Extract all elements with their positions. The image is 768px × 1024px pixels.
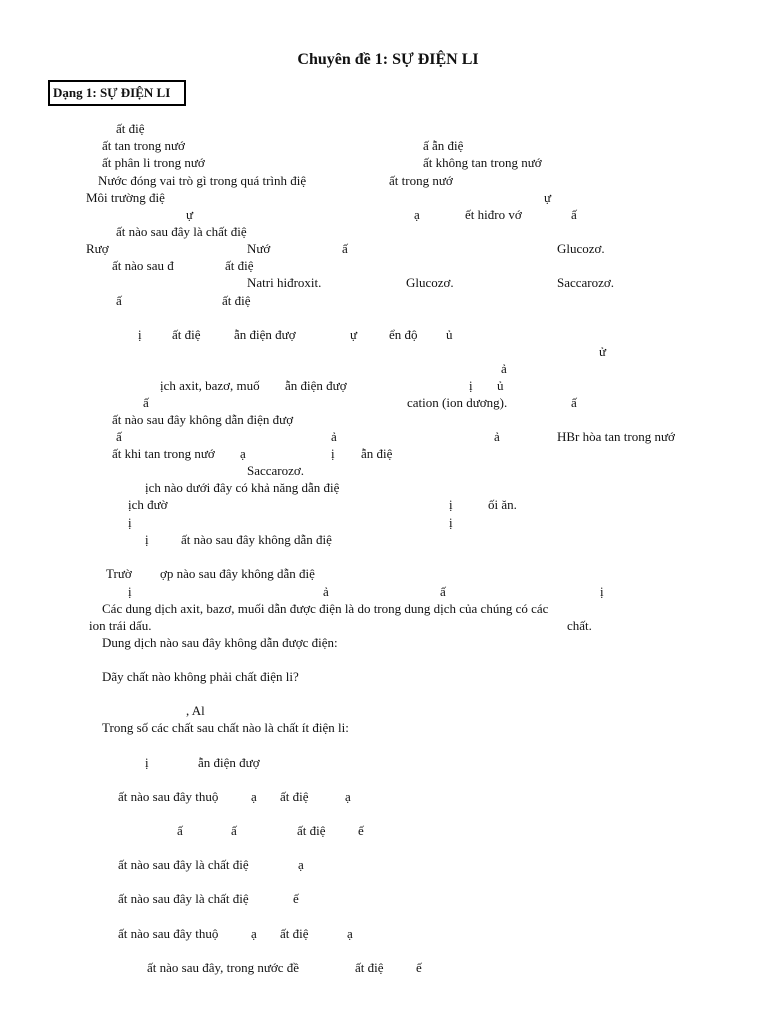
text-fragment: HBr hòa tan trong nướ <box>557 429 675 444</box>
text-fragment: ự <box>544 190 552 205</box>
text-fragment: ất điệ <box>116 121 145 136</box>
text-fragment: ả <box>494 429 500 444</box>
text-fragment: ủ <box>446 327 453 342</box>
text-fragment: Các dung dịch axit, bazơ, muối dẫn được điện là do trong dung dịch của chúng có các <box>102 601 549 616</box>
section-heading: Dạng 1: SỰ ĐIỆN LI <box>48 80 186 106</box>
text-fragment: Rượ <box>86 241 109 256</box>
text-fragment: ấ <box>116 429 122 444</box>
text-fragment: ết hiđro vớ <box>465 207 522 222</box>
text-fragment: ất điệ <box>297 823 326 838</box>
text-fragment: chất. <box>567 618 592 633</box>
text-fragment: ẫn điện đượ <box>198 755 260 770</box>
text-fragment: Dung dịch nào sau đây không dẫn được điện: <box>102 635 338 650</box>
text-fragment: ị <box>138 327 142 342</box>
text-fragment: ấ <box>116 293 122 308</box>
text-fragment: Saccarozơ. <box>557 275 615 290</box>
text-fragment: ất nào sau đ <box>112 258 174 273</box>
text-fragment: ấ <box>440 584 446 599</box>
text-fragment: ất nào sau đây là chất điệ <box>118 857 249 872</box>
text-fragment: ển độ <box>389 327 418 342</box>
text-fragment: ị <box>449 515 453 530</box>
text-fragment: Glucozơ. <box>406 275 454 290</box>
text-fragment: Trườ <box>106 566 132 581</box>
text-fragment: ất tan trong nướ <box>102 138 185 153</box>
text-fragment: ịch nào dưới đây có khả năng dẫn điệ <box>145 480 340 495</box>
text-fragment: ất nào sau đây là chất điệ <box>116 224 247 239</box>
text-fragment: ợp nào sau đây không dẫn điệ <box>160 566 315 581</box>
text-fragment: ạ <box>347 926 353 941</box>
text-fragment: ạ <box>345 789 351 804</box>
text-fragment: ất nào sau đây không dẫn điệ <box>181 532 332 547</box>
text-fragment: ấ ẫn điệ <box>423 138 464 153</box>
text-fragment: ả <box>331 429 337 444</box>
text-fragment: ự <box>186 207 194 222</box>
text-fragment: ạ <box>251 926 257 941</box>
text-fragment: ất điệ <box>280 926 309 941</box>
text-fragment: ịch đườ <box>128 497 168 512</box>
text-fragment: ất nào sau đây, trong nước đề <box>147 960 300 975</box>
text-fragment: Saccarozơ. <box>247 463 305 478</box>
text-fragment: ả <box>501 361 507 376</box>
text-fragment: ả <box>323 584 329 599</box>
text-fragment: ị <box>128 515 132 530</box>
text-fragment: ị <box>145 755 149 770</box>
text-fragment: ị <box>128 584 132 599</box>
text-fragment: ế <box>416 960 422 975</box>
text-fragment: ất nào sau đây là chất điệ <box>118 891 249 906</box>
text-fragment: ẫn điệ <box>361 446 393 461</box>
text-fragment: ất phân li trong nướ <box>102 155 205 170</box>
text-fragment: ạ <box>298 857 304 872</box>
text-fragment: Natri hiđroxit. <box>247 275 322 290</box>
text-fragment: ất khi tan trong nướ <box>112 446 215 461</box>
text-fragment: Dãy chất nào không phải chất điện li? <box>102 669 299 684</box>
text-fragment: Nước đóng vai trò gì trong quá trình điệ <box>98 173 307 188</box>
text-fragment: ất điệ <box>225 258 254 273</box>
text-fragment: ị <box>600 584 604 599</box>
text-fragment: ế <box>293 891 299 906</box>
text-fragment: ẫn điện đượ <box>234 327 296 342</box>
text-fragment: ế <box>358 823 364 838</box>
text-fragment: ối ăn. <box>488 497 517 512</box>
text-fragment: ạ <box>251 789 257 804</box>
text-fragment: cation (ion dương). <box>407 395 508 410</box>
text-fragment: ất điệ <box>280 789 309 804</box>
text-fragment: ất điệ <box>222 293 251 308</box>
text-fragment: ấ <box>231 823 237 838</box>
text-fragment: ự <box>350 327 358 342</box>
text-fragment: ị <box>469 378 473 393</box>
text-fragment: ion trái dấu. <box>89 618 152 633</box>
text-fragment: ấ <box>342 241 348 256</box>
text-fragment: ấ <box>571 207 577 222</box>
text-fragment: ủ <box>497 378 504 393</box>
text-fragment: ấ <box>177 823 183 838</box>
text-fragment: ấ <box>571 395 577 410</box>
document-title: Chuyên đề 1: SỰ ĐIỆN LI <box>297 51 479 68</box>
text-fragment: ấ <box>143 395 149 410</box>
text-fragment: ất trong nướ <box>389 173 453 188</box>
text-fragment: ị <box>331 446 335 461</box>
text-fragment: ử <box>599 344 607 359</box>
text-fragment: ất điệ <box>355 960 384 975</box>
text-fragment: ất nào sau đây thuộ <box>118 926 219 941</box>
text-fragment: ất nào sau đây thuộ <box>118 789 219 804</box>
text-fragment: Glucozơ. <box>557 241 605 256</box>
text-fragment: ạ <box>240 446 246 461</box>
text-fragment: ất không tan trong nướ <box>423 155 542 170</box>
text-fragment: ịch axit, bazơ, muố <box>160 378 260 393</box>
text-fragment: ạ <box>414 207 420 222</box>
text-fragment: ẫn điện đượ <box>285 378 347 393</box>
text-fragment: Trong số các chất sau chất nào là chất ít điện li: <box>102 720 349 735</box>
text-fragment: Nướ <box>247 241 271 256</box>
text-fragment: ị <box>449 497 453 512</box>
text-fragment: ị <box>145 532 149 547</box>
text-fragment: ất nào sau đây không dẫn điện đượ <box>112 412 294 427</box>
text-fragment: , Al <box>186 703 205 718</box>
text-fragment: Môi trường điệ <box>86 190 165 205</box>
text-fragment: ất điệ <box>172 327 201 342</box>
